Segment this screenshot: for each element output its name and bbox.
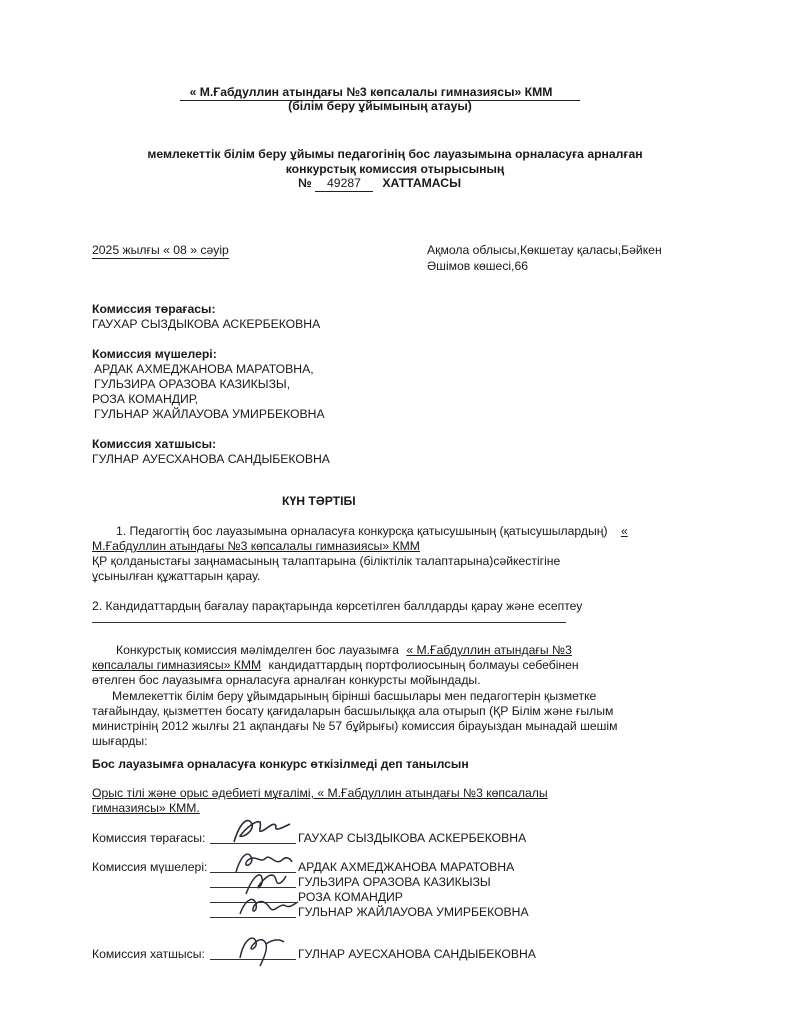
protocol-number-line	[298, 175, 461, 192]
sign-chair-name: ГАУХАР СЫЗДЫКОВА АСКЕРБЕКОВНА	[298, 831, 527, 845]
sign-secretary-name: ГУЛНАР АУЕСХАНОВА САНДЫБЕКОВНА	[298, 947, 536, 961]
sign-member-name: ГУЛЬНАР ЖАЙЛАУОВА УМИРБЕКОВНА	[298, 905, 529, 919]
body-p1-line1: Конкурстық комиссия мәлімделген бос лауазымға « М.Ғабдуллин атындағы №3	[116, 643, 572, 657]
protocol-word: ХАТТАМАСЫ	[382, 176, 462, 190]
protocol-number: 49287	[315, 175, 373, 192]
decision-text: Бос лауазымға орналасуға конкурс өткізілмеді деп танылсын	[92, 757, 469, 771]
body-p1-line3: өтелген бос лауазымға орналасуға арналған конкурсты мойындады.	[92, 673, 481, 687]
agenda-divider	[92, 622, 566, 623]
secretary-name: ГУЛНАР АУЕСХАНОВА САНДЫБЕКОВНА	[92, 452, 330, 466]
member-name: ГУЛЬЗИРА ОРАЗОВА КАЗИКЫЗЫ,	[94, 377, 291, 391]
member-signature	[236, 890, 300, 920]
agenda-item-1-line1: 1. Педагогтің бос лауазымына орналасуға конкурсқа қатысушының (қатысушылардың) «	[116, 524, 628, 538]
body-p2-line2: тағайындау, қызметтен босату қағидаларын басшылыққа ала отырып (ҚР Білім және ғылым	[92, 704, 614, 718]
protocol-title-line2: конкурстық комиссия отырысының	[285, 162, 505, 176]
sign-member-name: РОЗА КОМАНДИР	[298, 890, 403, 904]
body-p2-line3: министрінің 2012 жылғы 21 ақпандағы № 57 бұйрығы) комиссия бірауыздан мынадай шешім	[92, 719, 618, 733]
chair-label: Комиссия төрағасы:	[92, 302, 216, 316]
sign-member-name: ГУЛЬЗИРА ОРАЗОВА КАЗИКЫЗЫ	[298, 875, 491, 889]
sign-chair-label: Комиссия төрағасы:	[92, 831, 206, 845]
org-name-header: « М.Ғабдуллин атындағы №3 көпсалалы гимназиясы» КММ	[160, 84, 600, 101]
agenda-item-2: 2. Кандидаттардың бағалау парақтарында көрсетілген баллдарды қарау және есептеу	[92, 599, 583, 613]
org-name-caption: (білім беру ұйымының атауы)	[288, 99, 472, 113]
body-p2-line4: шығарды:	[92, 734, 148, 748]
body-p2-line1: Мемлекеттік білім беру ұйымдарының бірінші басшылары мен педагогтерін қызметке	[112, 689, 597, 703]
sign-member-name: АРДАК АХМЕДЖАНОВА МАРАТОВНА	[298, 860, 515, 874]
agenda-item-1-line3: ҚР қолданыстағы заңнамасының талаптарына (біліктілік талаптарына)сәйкестігіне	[92, 554, 561, 568]
protocol-address-line1: Ақмола облысы,Көкшетау қаласы,Бәйкен	[427, 243, 662, 257]
secretary-signature	[232, 928, 292, 968]
sign-members-label: Комиссия мүшелері:	[92, 860, 208, 874]
sign-secretary-label: Комиссия хатшысы:	[92, 947, 205, 961]
agenda-item-1-org: М.Ғабдуллин атындағы №3 көпсалалы гимназиясы» КММ	[92, 539, 420, 553]
number-prefix: №	[298, 176, 312, 190]
member-name: АРДАК АХМЕДЖАНОВА МАРАТОВНА,	[94, 362, 314, 376]
protocol-address-line2: Әшімов көшесі,66	[427, 259, 529, 273]
secretary-label: Комиссия хатшысы:	[92, 437, 217, 451]
agenda-heading: КҮН ТӘРТІБІ	[282, 494, 356, 508]
protocol-title-line1: мемлекеттік білім беру ұйымы педагогінің бос лауазымына орналасуға арналған	[147, 147, 643, 161]
chair-name: ГАУХАР СЫЗДЫКОВА АСКЕРБЕКОВНА	[92, 317, 321, 331]
body-p1-line2: көпсалалы гимназиясы» КММ кандидаттардың портфолиосының болмауы себебінен	[92, 658, 579, 672]
position-line1: Орыс тілі және орыс әдебиеті мұғалімі, « М.Ғабдуллин атындағы №3 көпсалалы	[92, 786, 548, 800]
position-line2: гимназиясы» КММ.	[92, 801, 200, 815]
protocol-date: 2025 жылғы « 08 » сәуір	[92, 242, 229, 259]
member-name: ГУЛЬНАР ЖАЙЛАУОВА УМИРБЕКОВНА	[94, 407, 325, 421]
members-label: Комиссия мүшелері:	[92, 347, 217, 361]
chair-signature	[226, 814, 296, 848]
agenda-item-1-line4: ұсынылған құжаттарын қарау.	[92, 569, 261, 583]
member-name: РОЗА КОМАНДИР,	[92, 392, 198, 406]
